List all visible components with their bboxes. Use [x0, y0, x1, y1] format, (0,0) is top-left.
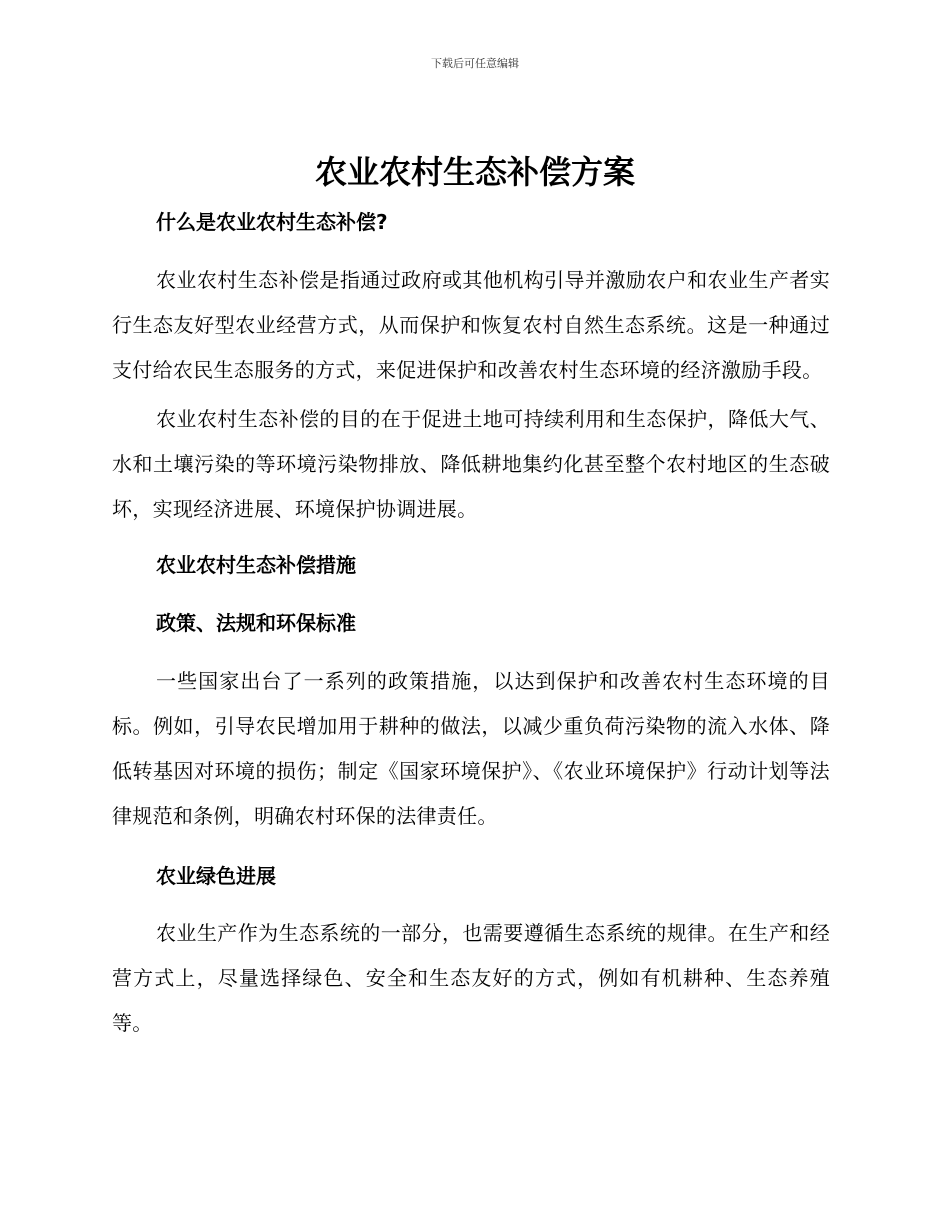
document-title: 农业农村生态补偿方案	[314, 153, 635, 191]
subsection-heading-policy: 政策、法规和环保标准	[156, 611, 356, 635]
paragraph-definition: 农业农村生态补偿是指通过政府或其他机构引导并激励农户和农业生产者实行生态友好型农业经营方式，从而保护和恢复农村自然生态系统。这是一种通过支付给农民生态服务的方式，来促进保护和改善农村生态环境的经济激励手段。	[112, 268, 830, 382]
document-body	[112, 200, 830, 1046]
subsection-heading-green: 农业绿色进展	[156, 864, 276, 888]
header-note: 下载后可任意编辑	[431, 57, 519, 70]
paragraph-purpose: 农业农村生态补偿的目的在于促进土地可持续利用和生态保护，降低大气、水和土壤污染的等环境污染物排放、降低耕地集约化甚至整个农村地区的生态破坏，实现经济进展、环境保护协调进展。	[112, 407, 830, 521]
section-heading-measures: 农业农村生态补偿措施	[156, 553, 356, 577]
paragraph-policy: 一些国家出台了一系列的政策措施，以达到保护和改善农村生态环境的目标。例如，引导农民增加用于耕种的做法，以减少重负荷污染物的流入水体、降低转基因对环境的损伤；制定《国家环境保护》、《农业环境保护》行动计划等法律规范和条例，明确农村环保的法律责任。	[112, 669, 830, 828]
section-heading-what-is: 什么是农业农村生态补偿?	[156, 210, 388, 234]
paragraph-green: 农业生产作为生态系统的一部分，也需要遵循生态系统的规律。在生产和经营方式上，尽量选择绿色、安全和生态友好的方式，例如有机耕种、生态养殖等。	[112, 921, 830, 1035]
